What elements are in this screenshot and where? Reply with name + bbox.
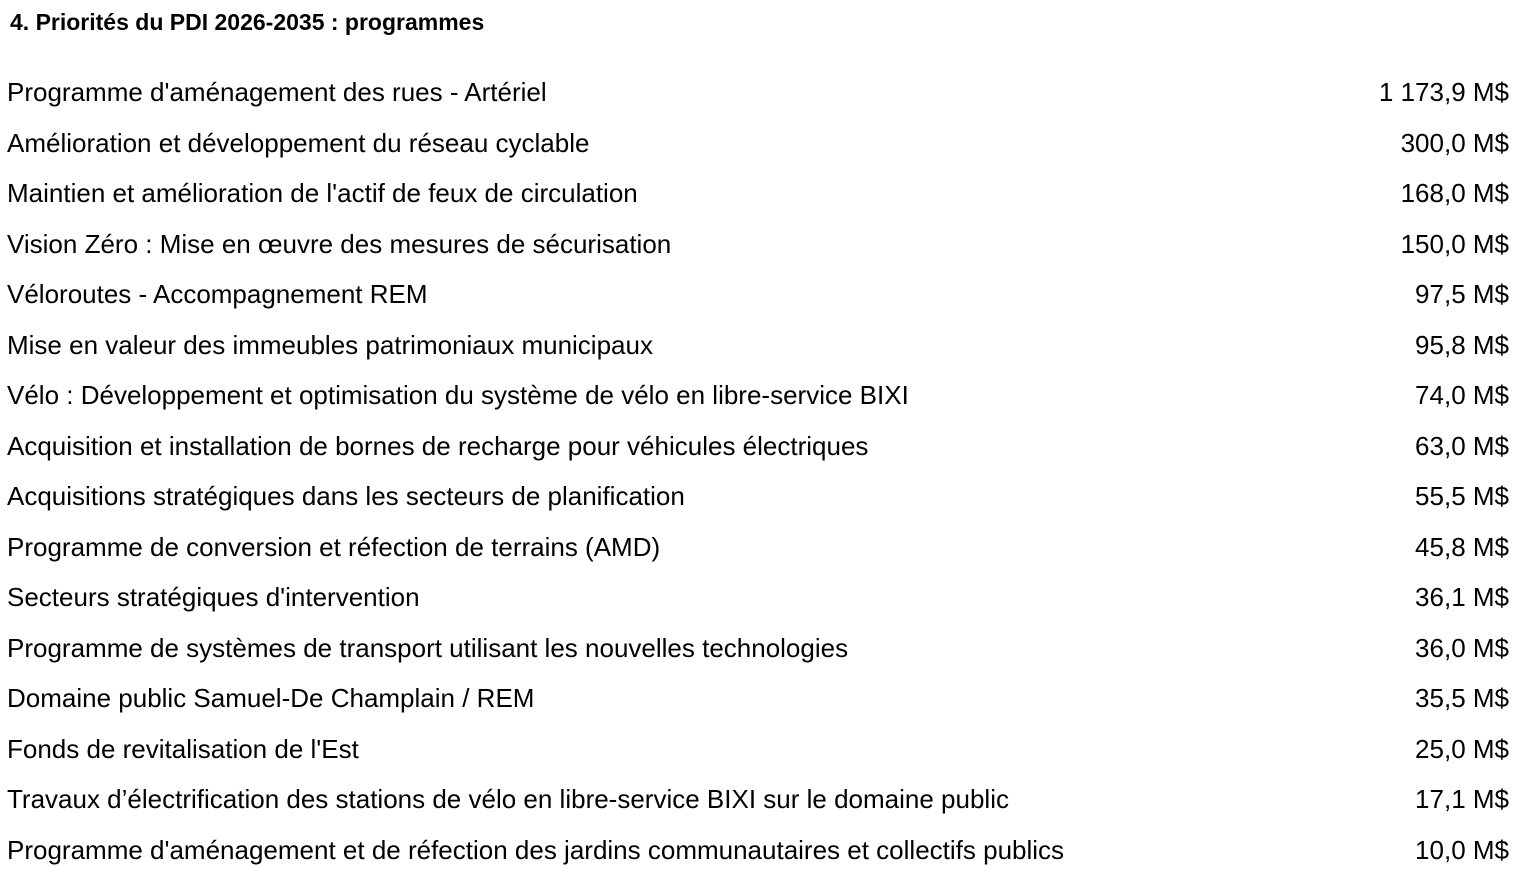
page-title: 4. Priorités du PDI 2026-2035 : programmes — [10, 9, 485, 35]
program-amount: 36,1 M$ — [1415, 582, 1509, 612]
program-name: Domaine public Samuel-De Champlain / REM — [7, 683, 535, 713]
program-amount: 55,5 M$ — [1415, 481, 1509, 511]
program-name: Acquisition et installation de bornes de recharge pour véhicules électriques — [7, 430, 869, 461]
list-item — [0, 825, 1519, 876]
program-name: Véloroutes - Accompagnement REM — [7, 279, 428, 309]
list-item — [0, 168, 1519, 219]
list-item — [0, 320, 1519, 371]
program-name: Programme d'aménagement des rues - Artériel — [7, 77, 547, 107]
program-name: Maintien et amélioration de l'actif de feux de circulation — [7, 178, 638, 208]
list-item — [0, 724, 1519, 775]
program-amount: 300,0 M$ — [1400, 127, 1509, 158]
program-amount: 95,8 M$ — [1415, 329, 1509, 360]
program-amount: 35,5 M$ — [1415, 683, 1509, 713]
program-amount: 25,0 M$ — [1415, 733, 1509, 764]
list-item — [0, 774, 1519, 825]
list-item — [0, 370, 1519, 421]
program-name: Acquisitions stratégiques dans les secteurs de planification — [7, 481, 685, 511]
program-amount: 74,0 M$ — [1415, 380, 1509, 410]
program-amount: 168,0 M$ — [1400, 178, 1509, 208]
program-amount: 45,8 M$ — [1415, 531, 1509, 562]
list-item — [0, 673, 1519, 724]
program-name: Programme de systèmes de transport utilisant les nouvelles technologies — [7, 632, 849, 663]
program-list — [0, 67, 1519, 875]
program-amount: 1 173,9 M$ — [1378, 77, 1509, 107]
list-item — [0, 219, 1519, 270]
program-name: Vélo : Développement et optimisation du système de vélo en libre-service BIXI — [7, 380, 909, 410]
program-amount: 97,5 M$ — [1415, 279, 1509, 309]
list-item — [0, 623, 1519, 674]
list-item — [0, 471, 1519, 522]
program-name: Travaux d’électrification des stations de vélo en libre-service BIXI sur le domaine public — [7, 784, 1009, 814]
list-item — [0, 572, 1519, 623]
program-name: Amélioration et développement du réseau cyclable — [7, 127, 590, 158]
list-item — [0, 421, 1519, 472]
program-name: Mise en valeur des immeubles patrimoniaux municipaux — [7, 329, 653, 360]
program-amount: 63,0 M$ — [1415, 430, 1509, 461]
program-amount: 10,0 M$ — [1415, 834, 1509, 865]
program-name: Secteurs stratégiques d'intervention — [7, 582, 420, 612]
program-name: Vision Zéro : Mise en œuvre des mesures de sécurisation — [7, 228, 672, 259]
list-item — [0, 67, 1519, 118]
program-name: Programme d'aménagement et de réfection des jardins communautaires et collectifs publics — [7, 834, 1065, 865]
program-amount: 17,1 M$ — [1415, 784, 1509, 814]
program-amount: 36,0 M$ — [1415, 632, 1509, 663]
program-name: Programme de conversion et réfection de terrains (AMD) — [7, 531, 661, 562]
list-item — [0, 118, 1519, 169]
list-item — [0, 522, 1519, 573]
program-amount: 150,0 M$ — [1400, 228, 1509, 259]
list-item — [0, 269, 1519, 320]
program-name: Fonds de revitalisation de l'Est — [7, 733, 359, 764]
